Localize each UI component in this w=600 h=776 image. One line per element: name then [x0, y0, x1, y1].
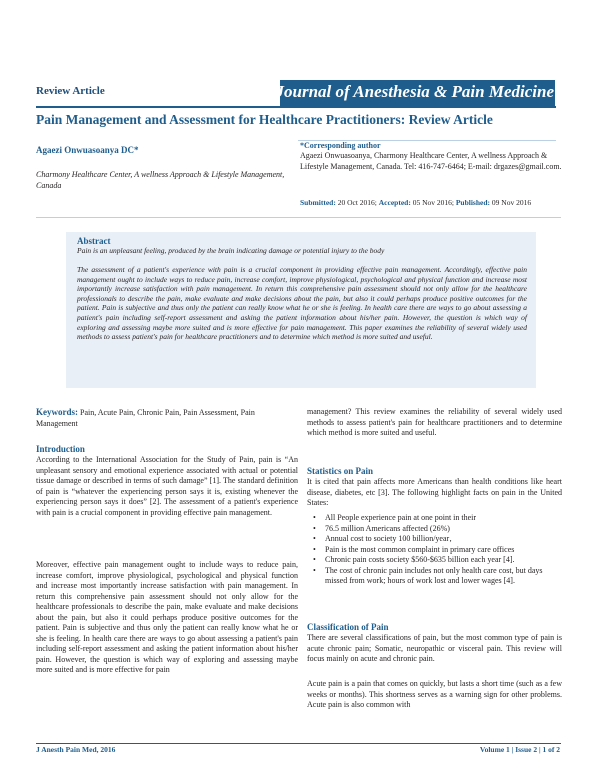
column2-continuation: management? This review examines the reliability of several widely used methods to assess patient's pain for healthcare practitioners and to determine which method is more suited and useful. [307, 407, 562, 437]
submitted-label: Submitted: [300, 198, 336, 207]
corresponding-details: Agaezi Onwuasoanya, Charmony Healthcare Center, A wellness Approach & Lifestyle Management, Canada. Tel: 416-747-6464; E-mail: drgazes@gmail.com. [300, 151, 562, 171]
footer-citation: J Anesth Pain Med, 2016 [36, 745, 116, 754]
introduction-paragraph-1: According to the International Association for the Study of Pain, pain is “An unpleasant sensory and emotional experience associated with actual or potential tissue damage or described in terms of such damage” [1]. The standard definition of pain is “whatever the experiencing person says it is, existing whenever the experiencing person says it does” [2]. The assessment of a patient's experience with pain is a crucial component in providing effective pain management. [36, 455, 298, 517]
classification-heading: Classification of Pain [307, 622, 389, 632]
footer-divider [36, 743, 561, 744]
published-date: 09 Nov 2016 [490, 198, 532, 207]
footer-page-info: Volume 1 | Issue 2 | 1 of 2 [479, 745, 560, 754]
statistics-heading: Statistics on Pain [307, 466, 374, 476]
keywords-text: Pain, Acute Pain, Chronic Pain, Pain Assessment, Pain Management [36, 408, 255, 428]
abstract-lead: Pain is an unpleasant feeling, produced by the brain indicating damage or potential injury to the body [77, 246, 385, 255]
submitted-date: 20 Oct 2016; [335, 198, 379, 207]
journal-title: Journal of Anesthesia & Pain Medicine [275, 82, 554, 101]
author-affiliation: Charmony Healthcare Center, A wellness Approach & Lifestyle Management, Canada [36, 170, 285, 190]
introduction-paragraph-2: Moreover, effective pain management ought to include ways to reduce pain, increase comfort, improve physiological, psychological and physical function and increase most importantly increase satisfaction with pain management. In return this comprehensive pain assessment should not only allow for the healthcare professionals to describe the pain, make evaluate and make decisions about the pain, but also it could perhaps produce positive outcomes for the patient. Pain is subjective and thus only the patient can really know what he or she is feeling. In health care there are ways to go about assessing a patient's pain including self-report assessment and asking the patient information about his/her pain. However, the question is which way of exploring and assessing maybe more suited and is more effective for pain [36, 560, 298, 674]
list-item: • Chronic pain costs society $560-$635 billion each year [4]. [313, 555, 562, 566]
classification-paragraph-2: Acute pain is a pain that comes on quickly, but lasts a short time (such as a few weeks or months). This shortness serves as a warning sign for other problems. Acute pain is also common with [307, 679, 562, 709]
list-item: • Annual cost to society 100 billion/year‚ [313, 534, 562, 545]
corresponding-heading: *Corresponding author [300, 141, 381, 150]
publication-dates [300, 198, 562, 208]
accepted-label: Accepted: [378, 198, 411, 207]
statistics-bullet-list [313, 513, 562, 587]
classification-paragraph-1: There are several classifications of pain, but the most common type of pain is acute chronic pain; Somatic, neuropathic or visceral pain. This review will focus mainly on acute and chronic pain. [307, 633, 562, 663]
introduction-heading: Introduction [36, 444, 85, 454]
statistics-paragraph: It is cited that pain affects more Americans than health conditions like heart disease, diabetes, etc [3]. The following highlight facts on pain in the United States: [307, 477, 562, 507]
paper-title: Pain Management and Assessment for Healthcare Practitioners: Review Article [36, 112, 493, 127]
abstract-heading: Abstract [77, 236, 111, 246]
header-divider [36, 106, 556, 108]
keywords-label: Keywords: [36, 407, 78, 417]
list-item: • All People experience pain at one point in their [313, 513, 562, 524]
keywords [36, 407, 298, 429]
list-item: • Pain is the most common complaint in primary care offices [313, 545, 562, 556]
accepted-date: 05 Nov 2016; [410, 198, 456, 207]
article-type: Review Article [36, 85, 105, 97]
author-name: Agaezi Onwuasoanya DC* [36, 145, 139, 155]
published-label: Published: [455, 198, 491, 207]
abstract-divider [36, 217, 561, 218]
abstract-text: The assessment of a patient's experience with pain is a crucial component in providing effective pain management. Accordingly, effective pain management ought to include ways to reduce pain, increase comfort, improve physiological, psychological and physical function and increase most importantly increase satisfaction with pain management. In return this comprehensive pain assessment should not only allow for the healthcare professionals to describe the pain, make evaluate and make decisions about the pain, but also it could perhaps produce positive outcomes for the patient. Pain is subjective and thus only the patient can really know what he or she is feeling. In health care there are ways to go about assessing a patient's pain including self-report assessment and asking the patient information about his/her pain. However, the question is which way of exploring and assessing maybe more suited and is more effective for pain management. This paper examines the reliability of several widely used methods to assess patient's pain for healthcare practitioners and to determine which method is more suited and useful. [77, 265, 527, 342]
list-item: • The cost of chronic pain includes not only health care cost, but days missed from work; hours of work lost and lower wages [4]. [313, 566, 562, 587]
list-item: • 76.5 million Americans affected (26%) [313, 524, 562, 535]
